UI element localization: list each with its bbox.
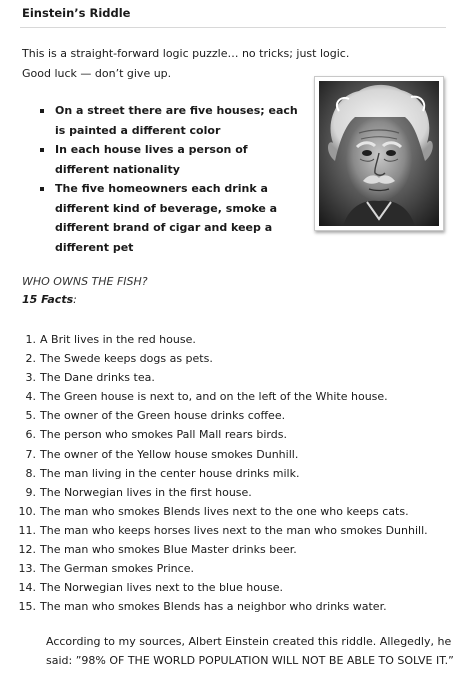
fact-number: 10. bbox=[18, 504, 36, 518]
fact-text: The owner of the Yellow house smokes Dunhill. bbox=[40, 447, 299, 461]
intro-line-1: This is a straight-forward logic puzzle… no tricks; just logic. bbox=[22, 47, 350, 60]
bullet-icon bbox=[40, 187, 44, 191]
fact-number: 5. bbox=[25, 409, 36, 423]
fact-text: The man living in the center house drinks milk. bbox=[40, 466, 300, 480]
fact-number: 9. bbox=[25, 485, 36, 499]
fact-number: 8. bbox=[25, 466, 36, 480]
fact-text: The man who smokes Blue Master drinks beer. bbox=[40, 543, 297, 557]
bullet-icon bbox=[40, 109, 44, 113]
premise-list bbox=[36, 101, 298, 257]
fact-text: The person who smokes Pall Mall rears birds. bbox=[40, 428, 287, 442]
premise-text: The five homeowners each drink a different kind of beverage, smoke a different brand of cigar and keep a different pet bbox=[55, 182, 278, 254]
intro-text bbox=[22, 44, 350, 84]
fact-item bbox=[12, 445, 462, 464]
riddle-question: WHO OWNS THE FISH? bbox=[22, 275, 148, 288]
fact-number: 11. bbox=[18, 523, 36, 537]
fact-number: 7. bbox=[25, 447, 36, 461]
fact-item bbox=[12, 368, 462, 387]
premise-item bbox=[36, 101, 298, 140]
quote-line-2: said: ”98% OF THE WORLD POPULATION WILL NOT BE ABLE TO SOLVE IT.” bbox=[46, 654, 454, 667]
fact-number: 6. bbox=[25, 428, 36, 442]
fact-item bbox=[12, 483, 462, 502]
fact-number: 13. bbox=[18, 562, 36, 576]
einstein-portrait-icon bbox=[319, 81, 439, 226]
einstein-photo bbox=[314, 76, 444, 231]
fact-text: The Green house is next to, and on the left of the White house. bbox=[40, 390, 388, 404]
premise-item bbox=[36, 179, 298, 257]
title-divider bbox=[20, 27, 446, 28]
fact-item bbox=[12, 425, 462, 444]
quote-line-1: According to my sources, Albert Einstein created this riddle. Allegedly, he bbox=[46, 635, 452, 648]
fact-item bbox=[12, 330, 462, 349]
fact-text: A Brit lives in the red house. bbox=[40, 333, 196, 346]
fact-text: The owner of the Green house drinks coffee. bbox=[40, 409, 286, 423]
einstein-quote bbox=[46, 632, 458, 670]
page-title: Einstein’s Riddle bbox=[22, 6, 131, 20]
premise-item bbox=[36, 140, 298, 179]
fact-item bbox=[12, 464, 462, 483]
facts-heading-suffix: : bbox=[73, 293, 77, 306]
fact-text: The Swede keeps dogs as pets. bbox=[40, 352, 213, 366]
fact-item bbox=[12, 578, 462, 597]
fact-number: 4. bbox=[25, 390, 36, 404]
fact-text: The Norwegian lives next to the blue house. bbox=[40, 581, 283, 595]
fact-number: 1. bbox=[25, 333, 36, 346]
fact-number: 3. bbox=[25, 371, 36, 385]
fact-number: 15. bbox=[18, 600, 36, 614]
fact-item bbox=[12, 502, 462, 521]
fact-number: 12. bbox=[18, 543, 36, 557]
fact-text: The man who smokes Blends has a neighbor who drinks water. bbox=[40, 600, 387, 614]
premise-text: On a street there are five houses; each is painted a different color bbox=[55, 104, 298, 137]
fact-item bbox=[12, 387, 462, 406]
intro-line-2: Good luck — don’t give up. bbox=[22, 67, 172, 80]
fact-text: The man who keeps horses lives next to the man who smokes Dunhill. bbox=[40, 523, 428, 537]
fact-text: The Norwegian lives in the first house. bbox=[40, 485, 252, 499]
facts-count: 15 Facts bbox=[22, 293, 74, 306]
facts-heading bbox=[22, 293, 77, 306]
fact-item bbox=[12, 540, 462, 559]
fact-text: The man who smokes Blends lives next to the one who keeps cats. bbox=[40, 504, 409, 518]
fact-item bbox=[12, 597, 462, 616]
fact-item bbox=[12, 406, 462, 425]
fact-number: 2. bbox=[25, 352, 36, 366]
premise-text: In each house lives a person of different nationality bbox=[55, 143, 248, 176]
facts-list bbox=[12, 330, 462, 616]
fact-item bbox=[12, 559, 462, 578]
fact-text: The German smokes Prince. bbox=[40, 562, 194, 576]
bullet-icon bbox=[40, 148, 44, 152]
fact-item bbox=[12, 521, 462, 540]
fact-number: 14. bbox=[18, 581, 36, 595]
fact-text: The Dane drinks tea. bbox=[40, 371, 155, 385]
fact-item bbox=[12, 349, 462, 368]
